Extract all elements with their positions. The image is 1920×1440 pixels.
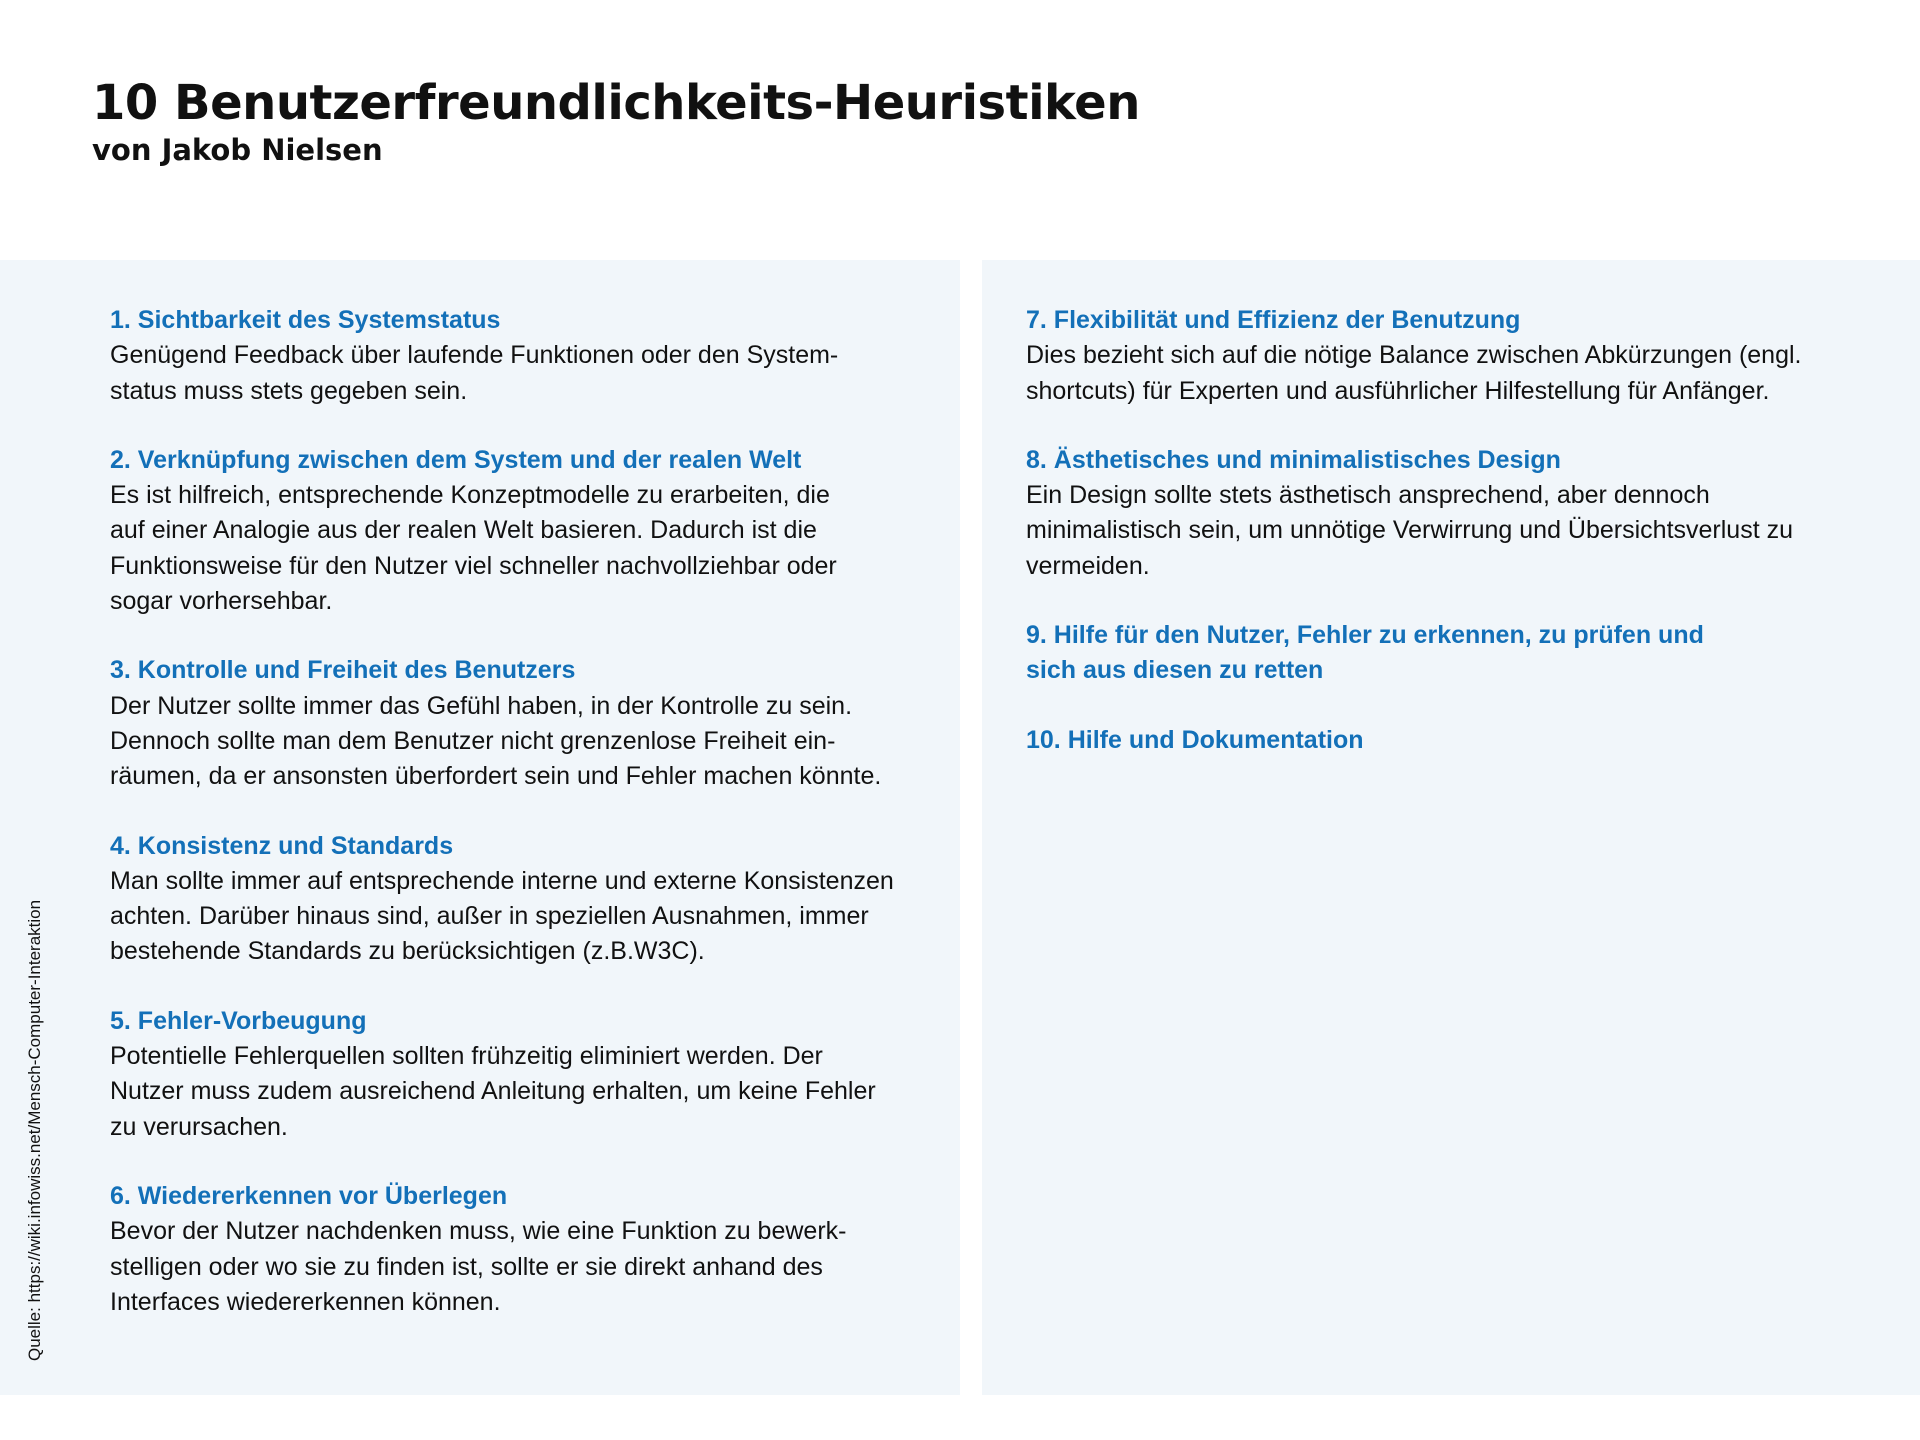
source-citation: Quelle: https://wiki.infowiss.net/Mensch-Computer-Interaktion bbox=[25, 899, 44, 1361]
heuristic-text-line: Dennoch sollte man dem Benutzer nicht grenzenlose Freiheit ein- bbox=[110, 726, 836, 755]
heuristic-description bbox=[110, 338, 970, 409]
heuristic-title bbox=[1026, 618, 1906, 689]
heuristic-title-line: 8. Ästhetisches und minimalistisches Design bbox=[1026, 445, 1561, 474]
heuristic-text-line: Man sollte immer auf entsprechende interne und externe Konsistenzen bbox=[110, 866, 894, 895]
heuristic-title-line: 4. Konsistenz und Standards bbox=[110, 831, 454, 860]
heuristic-text-line: Bevor der Nutzer nachdenken muss, wie eine Funktion zu bewerk- bbox=[110, 1217, 847, 1246]
heuristic-text-line: Genügend Feedback über laufende Funktionen oder den System- bbox=[110, 341, 839, 370]
heuristic-item-10 bbox=[1026, 723, 1906, 758]
heuristic-title-line: 6. Wiedererkennen vor Überlegen bbox=[110, 1181, 508, 1210]
heuristic-text-line: Potentielle Fehlerquellen sollten frühzeitig eliminiert werden. Der bbox=[110, 1042, 823, 1071]
heuristic-text-line: bestehende Standards zu berücksichtigen (z.B.W3C). bbox=[110, 937, 705, 966]
heuristic-text-line: Es ist hilfreich, entsprechende Konzeptmodelle zu erarbeiten, die bbox=[110, 481, 830, 510]
heuristic-item-1 bbox=[110, 303, 970, 409]
heuristic-description bbox=[1026, 338, 1906, 409]
heuristic-item-5 bbox=[110, 1004, 970, 1145]
heuristic-description bbox=[110, 864, 970, 970]
heuristic-text-line: Dies bezieht sich auf die nötige Balance zwischen Abkürzungen (engl. bbox=[1026, 341, 1802, 370]
heuristic-title-line: sich aus diesen zu retten bbox=[1026, 656, 1324, 685]
heuristic-item-8 bbox=[1026, 443, 1906, 584]
heuristic-text-line: Ein Design sollte stets ästhetisch ansprechend, aber dennoch bbox=[1026, 481, 1710, 510]
heuristic-description bbox=[110, 1214, 970, 1320]
page-header bbox=[92, 74, 1140, 168]
heuristic-text-line: sogar vorhersehbar. bbox=[110, 587, 333, 616]
heuristic-text-line: auf einer Analogie aus der realen Welt basieren. Dadurch ist die bbox=[110, 516, 817, 545]
heuristic-title bbox=[110, 303, 970, 338]
heuristic-text-line: minimalistisch sein, um unnötige Verwirrung und Übersichtsverlust zu bbox=[1026, 516, 1793, 545]
heuristic-text-line: zu verursachen. bbox=[110, 1112, 288, 1141]
heuristic-title-line: 2. Verknüpfung zwischen dem System und der realen Welt bbox=[110, 445, 802, 474]
heuristic-text-line: status muss stets gegeben sein. bbox=[110, 376, 468, 405]
heuristic-text-line: vermeiden. bbox=[1026, 551, 1150, 580]
heuristic-title bbox=[1026, 723, 1906, 758]
heuristic-title bbox=[1026, 443, 1906, 478]
heuristics-column-right bbox=[1026, 303, 1906, 792]
heuristic-title-line: 5. Fehler-Vorbeugung bbox=[110, 1006, 367, 1035]
heuristic-item-2 bbox=[110, 443, 970, 619]
heuristic-title bbox=[110, 653, 970, 688]
heuristic-text-line: Funktionsweise für den Nutzer viel schneller nachvollziehbar oder bbox=[110, 551, 837, 580]
heuristic-title bbox=[110, 1179, 970, 1214]
heuristic-title bbox=[1026, 303, 1906, 338]
heuristic-title bbox=[110, 443, 970, 478]
heuristic-description bbox=[110, 1039, 970, 1145]
page-subtitle: von Jakob Nielsen bbox=[92, 133, 383, 167]
heuristic-item-6 bbox=[110, 1179, 970, 1320]
heuristic-title-line: 1. Sichtbarkeit des Systemstatus bbox=[110, 306, 501, 334]
heuristic-item-9 bbox=[1026, 618, 1906, 689]
heuristic-description bbox=[110, 478, 970, 619]
heuristic-title bbox=[110, 1004, 970, 1039]
heuristic-item-3 bbox=[110, 653, 970, 794]
heuristic-text-line: achten. Darüber hinaus sind, außer in speziellen Ausnahmen, immer bbox=[110, 902, 869, 931]
heuristic-description bbox=[1026, 478, 1906, 584]
heuristic-title-line: 3. Kontrolle und Freiheit des Benutzers bbox=[110, 656, 576, 685]
heuristic-text-line: Der Nutzer sollte immer das Gefühl haben, in der Kontrolle zu sein. bbox=[110, 691, 853, 720]
heuristic-item-7 bbox=[1026, 303, 1906, 409]
heuristic-description bbox=[110, 689, 970, 795]
heuristics-column-left bbox=[110, 303, 970, 1354]
heuristic-title bbox=[110, 829, 970, 864]
heuristic-title-line: 10. Hilfe und Dokumentation bbox=[1026, 725, 1364, 754]
heuristic-title-line: 9. Hilfe für den Nutzer, Fehler zu erkennen, zu prüfen und bbox=[1026, 621, 1704, 650]
heuristic-item-4 bbox=[110, 829, 970, 970]
heuristic-text-line: shortcuts) für Experten und ausführlicher Hilfestellung für Anfänger. bbox=[1026, 376, 1770, 405]
heuristic-text-line: Interfaces wiedererkennen können. bbox=[110, 1287, 501, 1316]
heuristic-text-line: stelligen oder wo sie zu finden ist, sollte er sie direkt anhand des bbox=[110, 1252, 823, 1281]
heuristic-text-line: Nutzer muss zudem ausreichend Anleitung erhalten, um keine Fehler bbox=[110, 1077, 876, 1106]
page-title: 10 Benutzerfreundlichkeits-Heuristiken bbox=[92, 75, 1140, 131]
heuristic-text-line: räumen, da er ansonsten überfordert sein und Fehler machen könnte. bbox=[110, 762, 882, 791]
heuristic-title-line: 7. Flexibilität und Effizienz der Benutzung bbox=[1026, 306, 1521, 334]
